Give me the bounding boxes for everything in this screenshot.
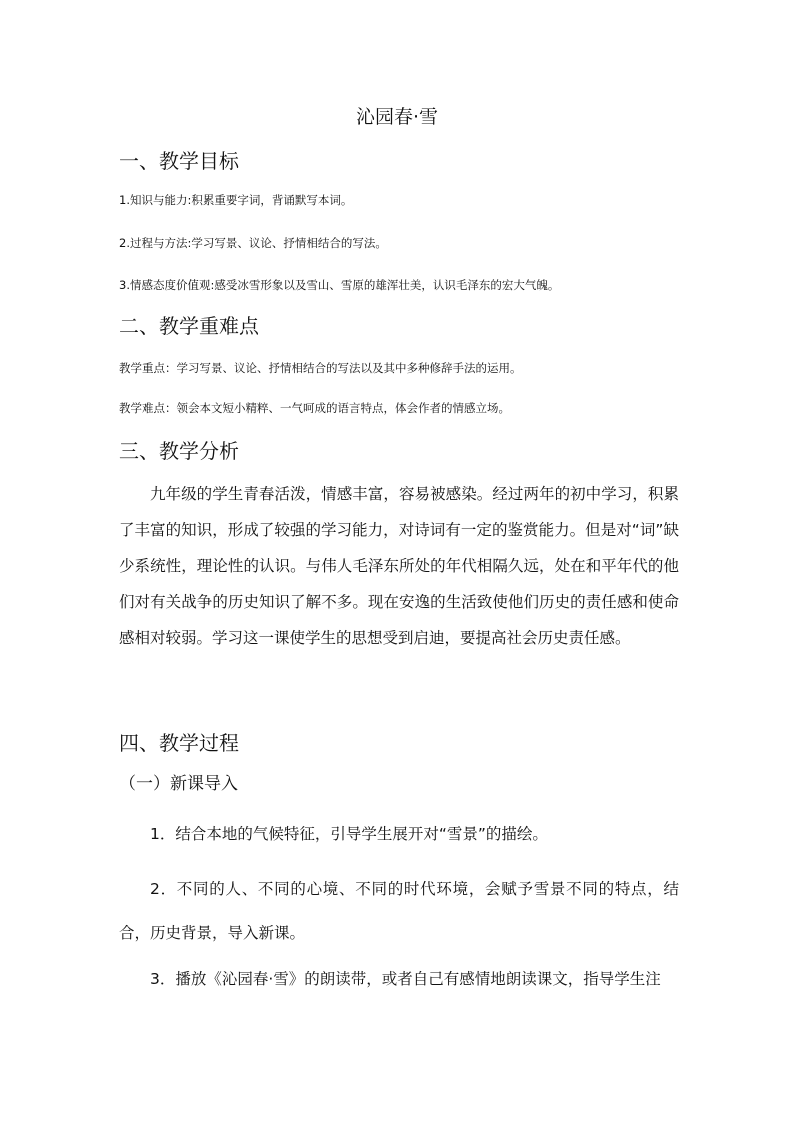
section-heading-objectives: 一、教学目标 (119, 149, 239, 173)
objective-item-2: 2.过程与方法:学习写景、议论、抒情相结合的写法。 (119, 236, 387, 250)
process-step-2: 2．不同的人、不同的心境、不同的时代环境，会赋予雪景不同的特点，结合，历史背景，导入新课。 (119, 880, 679, 942)
document-title: 沁园春·雪 (355, 106, 439, 128)
section-heading-analysis: 三、教学分析 (119, 439, 239, 463)
process-step-3: 3．播放《沁园春·雪》的朗读带，或者自己有感情地朗读课文，指导学生注 (150, 970, 661, 988)
key-point-text: 教学重点：学习写景、议论、抒情相结合的写法以及其中多种修辞手法的运用。 (119, 361, 522, 375)
objective-item-3: 3.情感态度价值观:感受冰雪形象以及雪山、雪原的雄浑壮美，认识毛泽东的宏大气魄。 (119, 278, 560, 292)
objective-item-1: 1.知识与能力:积累重要字词，背诵默写本词。 (119, 193, 353, 207)
subsection-heading-intro: （一）新课导入 (119, 774, 238, 794)
section-heading-process: 四、教学过程 (119, 731, 239, 755)
section-heading-key-points: 二、教学重难点 (119, 314, 259, 338)
process-step-1: 1．结合本地的气候特征，引导学生展开对“雪景”的描绘。 (150, 825, 548, 843)
analysis-paragraph: 九年级的学生青春活泼，情感丰富，容易被感染。经过两年的初中学习，积累了丰富的知识，形成了较强的学习能力，对诗词有一定的鉴赏能力。但是对“词”缺少系统性，理论性的认识。与伟人毛泽东所处的年代相隔久远，处在和平年代的他们对有关战争的历史知识了解不多。现在安逸的生活致使他们历史的责任感和使命感相对较弱。学习这一课使学生的思想受到启迪，要提高社会历史责任感。 (119, 485, 679, 647)
difficult-point-text: 教学难点：领会本文短小精粹、一气呵成的语言特点，体会作者的情感立场。 (119, 401, 510, 415)
